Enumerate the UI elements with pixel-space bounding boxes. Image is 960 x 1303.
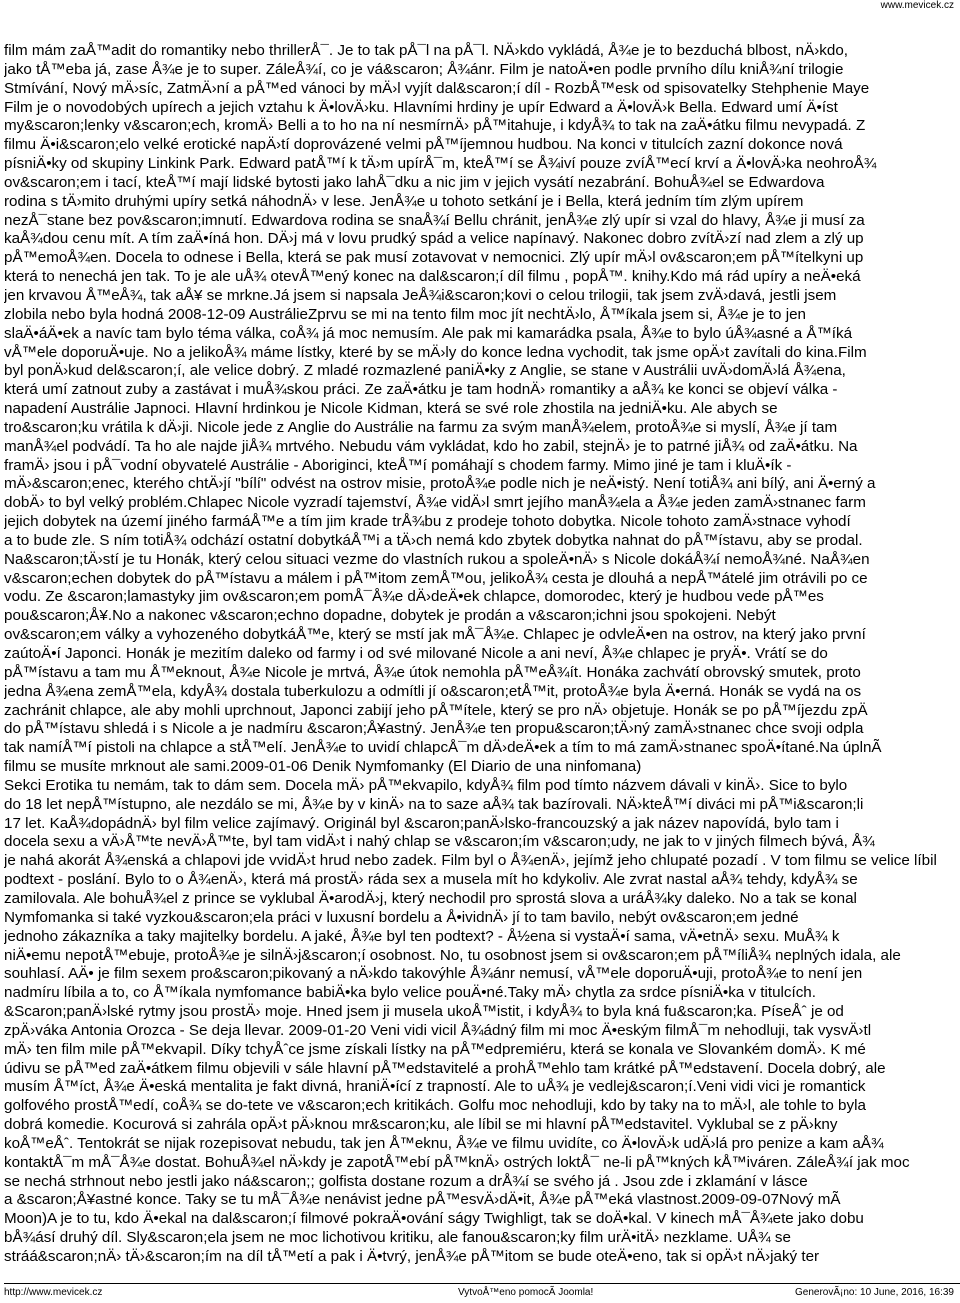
- body-text-line: filmu se musíte mrknout ale sami.2009-01-06 Denik Nymfomanky (El Diario de una ninfomana): [4, 758, 642, 776]
- body-text-line: jako tÅ™eba já, zase Å¾e je to super. ZáleÅ¾í, co je vá&scaron; Å¾ánr. Film je natoÄ•en podle prvního dílu kniÅ¾ní trilogie: [4, 60, 844, 78]
- body-text-line: pÅ™emoÅ¾en. Docela to odnese i Bella, která se pak musí zotavovat v nemocnici. Zlý upír mÄ›l ov&scaron;em pÅ™ítelkyni up: [4, 249, 864, 267]
- body-text-line: zlobila nebo byla hodná 2008-12-09 AustrálieZprvu se mi na tento film moc jít nechtÄ›lo, Å™íkala jsem si, Å¾e je to jen: [4, 305, 806, 323]
- body-text-line: docela sexu a vÄ›Å™te nevÄ›Å™te, byl tam vidÄ›t i nahý chlap se v&scaron;ím v&scaron;udy, ne jak to v jiných filmech bývá, Å¾: [4, 833, 875, 851]
- body-text-line: filmu Ä•i&scaron;elo velké erotické napÄ›tí doprovázené velmi pÅ™íjemnou hudbou. Na konci v titulcích zazní dokonce nová: [4, 136, 843, 154]
- body-text-line: vÅ™ele doporuÄ•uje. No a jelikoÅ¾ máme lístky, které by se mÄ›ly do konce ledna vychodit, tak jsme opÄ›t zavítali do kina.Film: [4, 343, 867, 361]
- body-text-line: pou&scaron;Å¥.No a nakonec v&scaron;echno dopadne, dobytek je prodán a v&scaron;ichni jsou spokojeni. Nebýt: [4, 607, 776, 625]
- body-text-line: golfového prostÅ™edí, coÅ¾ se do-tete ve v&scaron;ech kritikách. Golfu moc nehodluji, kdo by taky na to mÄ›l, ale tohle to byla: [4, 1097, 866, 1115]
- body-text-line: kaÅ¾dou cenu mít. A tím zaÄ•íná hon. DÄ›j má v lovu prudký spád a velice napínavý. Nakonec dobro zvítÄ›zí nad zlem a zlý up: [4, 230, 864, 248]
- body-text-line: byl ponÄ›kud del&scaron;í, ale velice dobrý. Z mladé rozmazlené paniÄ•ky z Anglie, se stane v Austrálii uvÄ›domÄ›lá Å¾ena,: [4, 362, 846, 380]
- body-text-line: Film je o novodobých upírech a jejich vztahu k Ä•lovÄ›ku. Hlavními hrdiny je upír Edward a Ä•lovÄ›k Bella. Edward umí Ä•íst: [4, 98, 838, 116]
- body-text-line: rodina s tÄ›mito druhými upíry setká náhodnÄ› v lese. JenÅ¾e u tohoto setkání je i Bella, která jedním tím zlým upírem: [4, 192, 804, 210]
- body-text-line: jen krvavou Å™eÅ¾, tak aÅ¥ se mrkne.Já jsem si napsala JeÅ¾i&scaron;kovi o celou trilogii, tak jsem zvÄ›davá, jestli jsem: [4, 286, 837, 304]
- body-text-line: nadmíru líbila a to, co Å™íkala nymfomance babiÄ•ka bylo velice pouÄ•né.Taky mÄ› chytla za srdce písniÄ•ka v titulcích.: [4, 984, 816, 1002]
- body-text-line: framÄ› jsou i pÅ¯vodní obyvatelé Austrálie - Aboriginci, kteÅ™í pomáhají s chodem farmy. Mimo jiné je tam i kluÄ•ík -: [4, 456, 792, 474]
- body-text-line: Sekci Erotika tu nemám, tak to dám sem. Docela mÄ› pÅ™ekvapilo, kdyÅ¾ film pod tímto názvem dávali v kinÄ›. Sice to bylo: [4, 776, 848, 794]
- body-text-line: podtext - poslání. Bylo to o Å¾enÄ›, která má prostÄ› ráda sex a musela mít ho kdykoliv. Ale zvrat nastal aÅ¾ tehdy, kdyÅ¾ se: [4, 871, 858, 889]
- body-text-line: zamilovala. Ale bohuÅ¾el z prince se vyklubal Ä•arodÄ›j, který nechodil pro sprostá slova a uráÅ¾ky daleko. No a tak se konal: [4, 889, 857, 907]
- body-text-line: napadení Austrálie Japnoci. Hlavní hrdinkou je Nicole Kidman, která se své role zhostila na jedniÄ•ku. Ale abych se: [4, 400, 778, 418]
- body-text-line: my&scaron;lenky v&scaron;ech, kromÄ› Belli a to ho na ní nesmírnÄ› pÅ™itahuje, i kdyÅ¾ to tak na zaÄ•átku filmu nevypadá. Z: [4, 117, 866, 135]
- body-text-line: dobrá komedie. Kocurová si zahrála opÄ›t pÄ›knou mr&scaron;ku, ale líbil se mi hlavní pÅ™edstavitel. Vyklubal se z pÄ›kny: [4, 1116, 838, 1134]
- body-text-line: mÄ›&scaron;enec, kterého chtÄ›jí "bílí" odvést na ostrov misie, protoÅ¾e podle nich je neÄ•istý. Není totiÅ¾ ani bílý, ani Ä•erný a: [4, 475, 876, 493]
- footer-divider: [4, 1283, 960, 1284]
- body-text-line: jejich dobytek na území jiného farmáÅ™e a tím jim krade trÅ¾bu z prodeje tohoto dobytka. Nicole tohoto zamÄ›stnace vyhodí: [4, 513, 851, 531]
- body-text-line: tro&scaron;ku vrátila k dÄ›ji. Nicole jede z Anglie do Austrálie na farmu za svým manÅ¾elem, protoÅ¾e si myslí, Å¾e jí tam: [4, 418, 838, 436]
- body-text-line: Nymfomanka si také vyzkou&scaron;ela práci v luxusní bordelu a Å•ividnÄ› jí to tam bavilo, nebýt ov&scaron;em jedné: [4, 908, 799, 926]
- footer-generator: VytvoÅ™eno pomocÃ Joomla!: [458, 1287, 594, 1298]
- article-body: [4, 42, 960, 1267]
- footer-url[interactable]: http://www.mevicek.cz: [4, 1287, 103, 1298]
- body-text-line: stráá&scaron;nÄ› tÄ›&scaron;ím na díl tÅ™etí a pak i Ä•tvrý, jenÅ¾e pÅ™itom se bude oteÄ•eno, tak si opÄ›t nÄ›jaký ter: [4, 1248, 820, 1265]
- body-text-line: zaútoÄ•í Japonci. Honák je mezitím daleko od farmy i od své milované Nicole a ani neví, Å¾e chlapec je pryÄ•. Vrátí se do: [4, 645, 828, 662]
- body-text-line: Na&scaron;tÄ›stí je tu Honák, který celou situaci vezme do vlastních rukou a spoleÄ•nÄ› s Nicole dokáÅ¾í nemoÅ¾né. NaÅ¾en: [4, 550, 870, 568]
- body-text-line: Moon)A je to tu, kdo Ä•ekal na dal&scaron;í filmové pokraÄ•ování ságy Twighligt, tak se doÄ•kal. V kinech mÅ¯Å¾ete jako dobu: [4, 1210, 864, 1228]
- body-text-line: ov&scaron;em i tací, kteÅ™í mají lidské bytosti jako lahÅ¯dku a nic jim v jejich vysátí nezabrání. BohuÅ¾el se Edwardova: [4, 173, 825, 191]
- body-text-line: &Scaron;panÄ›lské rytmy jsou prostÄ› moje. Hned jsem ji musela ukoÅ™istit, i kdyÅ¾ to byla kná fu&scaron;ka. PíseÅˆ je od: [4, 1003, 844, 1021]
- body-text-line: kontaktÅ¯m mÅ¯Å¾e dostat. BohuÅ¾el nÄ›kdy je zapotÅ™ebí pÅ™knÄ› ostrých loktÅ¯ ne-li pÅ™kných kÅ™iváren. ZáleÅ¾í jak moc: [4, 1153, 910, 1171]
- body-text-line: ov&scaron;em války a vyhozeného dobytkáÅ™e, který se mstí jak mÅ¯Å¾e. Chlapec je odvleÄ•en na ostrov, na který jako první: [4, 626, 866, 644]
- body-text-line: jednoho zákazníka a taky majitelky bordelu. A jaké, Å¾e byl ten podtext? - Å½ena si vystaÄ•í sama, vÄ•etnÄ› sexu. MuÅ¾ k: [4, 927, 840, 945]
- body-text-line: slaÄ•áÄ•ek a navíc tam bylo téma válka, coÅ¾ já moc nemusím. Ale pak mi kamarádka psala, Å¾e to bylo úÅ¾asné a Å™íká: [4, 324, 853, 342]
- body-text-line: vodu. Ze &scaron;lamastyky jim ov&scaron;em pomÅ¯Å¾e dÄ›deÄ•ek chlapce, domorodec, který je hudbou vede pÅ™es: [4, 588, 824, 606]
- body-text-line: v&scaron;echen dobytek do pÅ™ístavu a málem i pÅ™itom zemÅ™ou, jelikoÅ¾ cesta je dlouhá a nepÅ™átelé jim otrávili po ce: [4, 569, 868, 587]
- body-text-line: souhlasí. AÄ• je film sexem pro&scaron;pikovaný a nÄ›kdo takovýhle Å¾ánr nemusí, vÅ™ele doporuÄ•uji, protoÅ¾e to není jen: [4, 965, 863, 983]
- body-text-line: a &scaron;Å¥astné konce. Taky se tu mÅ¯Å¾e nenávist jedne pÅ™esvÄ›dÄ•it, Å¾e pÅ™eká vlastnost.2009-09-07Nový mÃ: [4, 1191, 841, 1209]
- body-text-line: se nechá strhnout nebo jestli jako ná&scaron;; golfista dostane rozum a drÅ¾í se svého já . Jsou zde i zklamání v lásce: [4, 1172, 808, 1190]
- body-text-line: Stmívání, Nový mÄ›síc, ZatmÄ›ní a pÅ™ed vánoci by mÄ›l vyjít dal&scaron;í díl - RozbÅ™esk od spisovatelky Stehphenie Maye: [4, 79, 870, 97]
- body-text-line: nezÅ¯stane bez pov&scaron;imnutí. Edwardova rodina se snaÅ¾í Bellu chránit, jenÅ¾e zlý upír si vzal do hlavy, Å¾e ji musí za: [4, 211, 865, 229]
- body-text-line: koÅ™eÅˆ. Tentokrát se nijak rozepisovat nebudu, tak jen Å™eknu, Å¾e ve filmu uvidíte, co Ä•lovÄ›k udÄ›lá pro penize a kam aÅ¾: [4, 1134, 884, 1152]
- body-text-line: bÅ¾ásí druhý díl. Sly&scaron;ela jsem ne moc lichotivou kritiku, ale fanou&scaron;ky film urÄ•itÄ› nezklame. UÅ¾ se: [4, 1229, 791, 1247]
- body-text-line: do 18 let nepÅ™ístupno, ale nezdálo se mi, Å¾e by v kinÄ› na to saze aÅ¾ tak bazírovali. NÄ›kteÅ™í diváci mi pÅ™i&scaron;li: [4, 795, 864, 813]
- page-footer: [4, 1287, 954, 1299]
- body-text-line: pÅ™ístavu a tam mu Å™eknout, Å¾e Nicole je mrtvá, Å¾e útok nemohla pÅ™eÅ¾ít. Honáka zachvátí obrovský smutek, proto: [4, 663, 861, 681]
- body-text-line: do pÅ™ístavu shledá i s Nicole a je nadmíru &scaron;Å¥astný. JenÅ¾e ten propu&scaron;tÄ›ný zamÄ›stnanec chce svoji odpla: [4, 720, 864, 738]
- body-text-line: a to bude zle. S ním totiÅ¾ odchází ostatní dobytkáÅ™i a tÄ›ch nemá kdo zbytek dobytka nahnat do pÅ™ístavu, aby se prodal.: [4, 531, 863, 549]
- body-text-line: niÄ•emu nepotÅ™ebuje, protoÅ¾e je silnÄ›j&scaron;í osobnost. No, tu osobnost jsem si ov&scaron;em pÅ™íliÅ¾ neplných idala, ale: [4, 946, 901, 964]
- body-text-line: je nahá akorát Å¾enská a chlapovi jde vvidÄ›t hrud nebo zadek. Film byl o Å¾enÄ›, jejímž jeho chlupaté pozadí . V tom filmu se velice líbil: [4, 852, 937, 870]
- body-text-line: tak namíÅ™í pistoli na chlapce a stÅ™elí. JenÅ¾e to uvidí chlapcÅ¯m dÄ›deÄ•ek a tím to má zamÄ›stnanec spoÄ•ítané.Na úplnÃ: [4, 739, 882, 757]
- body-text-line: manÅ¾el podvádí. Ta ho ale najde jiÅ¾ mrtvého. Nebudu vám vykládat, kdo ho zabil, stejnÄ› je to patrné jiÅ¾ od zaÄ•átku. Na: [4, 437, 858, 455]
- body-text-line: údivu se pÅ™ed zaÄ•átkem filmu objevili v sále hlavní pÅ™edstavitelé a prohÅ™ehlo tam krátké pÅ™edstavení. Docela dobrý, ale: [4, 1059, 886, 1077]
- footer-generated-date: GenerovÃ¡no: 10 June, 2016, 16:39: [794, 1287, 954, 1298]
- header-site-url[interactable]: www.mevicek.cz: [880, 0, 954, 11]
- body-text-line: písniÄ•ky od skupiny Linkink Park. Edward patÅ™í k tÄ›m upírÅ¯m, kteÅ™í se Å¾iví pouze zvíÅ™ecí krví a Ä•lovÄ›ka neohroÅ¾: [4, 155, 877, 173]
- body-text-line: která umí zatnout zuby a zastávat i muÅ¾skou práci. Ze zaÄ•átku je tam hodnÄ› romantiky a aÅ¾ ke konci se objeví válka -: [4, 381, 838, 399]
- body-text-line: dobÄ› to byl velký problém.Chlapec Nicole vyzradí tajemství, Å¾e vidÄ›l smrt jejího manÅ¾ela a Å¾e jeden zamÄ›stnanec farm: [4, 494, 866, 512]
- body-text-line: jedna Å¾ena zemÅ™ela, kdyÅ¾ dostala tuberkulozu a odmítli jí o&scaron;etÅ™it, protoÅ¾e byla Ä•erná. Honák se vydá na os: [4, 682, 862, 700]
- body-text-line: zachránit chlapce, ale aby mohli uprchnout, Japonci zabijí jeho pÅ™ítele, který se pro nÄ› objetuje. Honák se po pÅ™íjezdu zpÄ: [4, 701, 868, 719]
- body-text-line: musím Å™íct, Å¾e Ä•eská mentalita je fakt divná, hraniÄ•ící z trapností. Ale to uÅ¾ je vedlej&scaron;í.Veni vidi vici je romantick: [4, 1078, 866, 1096]
- body-text-line: 17 let. KaÅ¾dopádnÄ› byl film velice zajímavý. Originál byl &scaron;panÄ›lsko-francouzský a jak název napovídá, bylo tam i: [4, 814, 839, 832]
- body-text-line: zpÄ›váka Antonia Orozca - Se deja llevar. 2009-01-20 Veni vidi vicil Å¾ádný film mi moc Ä•eským filmÅ¯m nehodluji, tak vysvÄ›tl: [4, 1021, 872, 1039]
- body-text-line: film mám zaÅ™adit do romantiky nebo thrillerÅ¯. Je to tak pÅ¯l na pÅ¯l. NÄ›kdo vykládá, Å¾e je to bezduchá blbost, nÄ›kdo,: [4, 42, 848, 59]
- body-text-line: která to nenechá jen tak. To je ale uÅ¾ otevÅ™ený konec na dal&scaron;í díl filmu , popÅ™. knihy.Kdo má rád upíry a neÄ•eká: [4, 268, 861, 286]
- body-text-line: mÄ› ten film mile pÅ™ekvapil. Díky tchyÅˆce jsme získali lístky na pÅ™edpremiéru, která se konala ve Slovankém domÄ›. K mé: [4, 1040, 866, 1058]
